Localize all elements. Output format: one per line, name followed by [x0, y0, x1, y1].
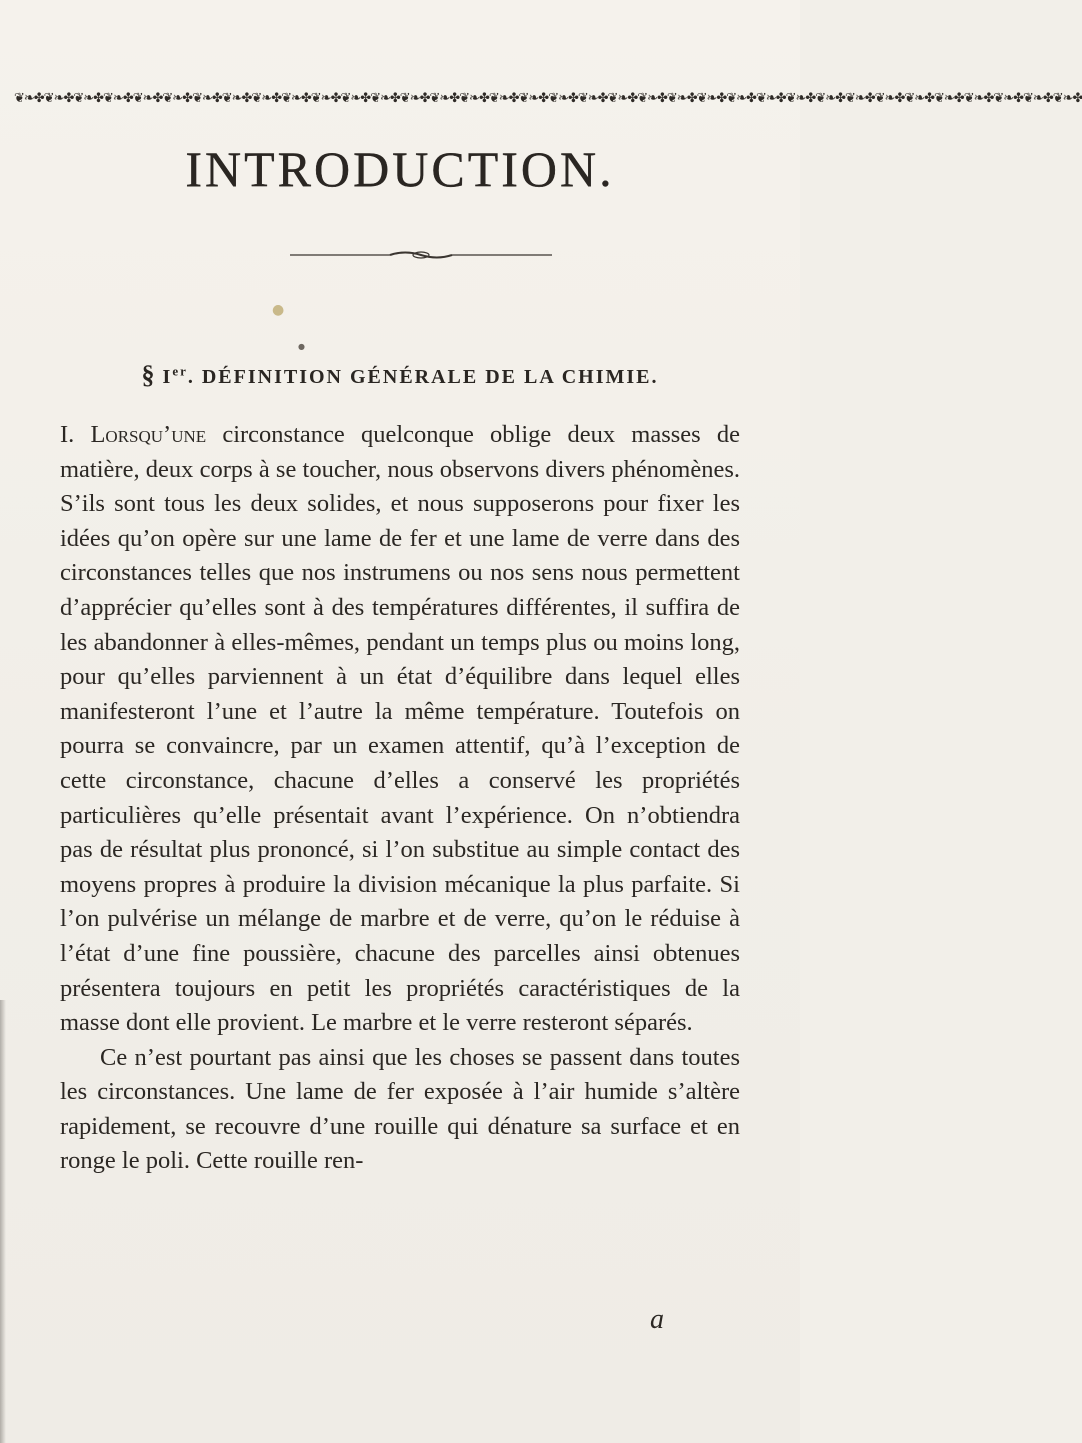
ink-blot-icon: ●	[272, 302, 285, 318]
page-title: INTRODUCTION.	[185, 141, 615, 197]
fleuron-border: ❦❧✤❦❧✤❦❧✤❦❧✤❦❧✤❦❧✤❦❧✤❦❧✤❦❧✤❦❧✤❦❧✤❦❧✤❦❧✤❦❧✤❦❧✤❦❧✤❦❧✤❦❧✤❦❧✤❦❧✤❦❧✤❦❧✤❦❧✤❦❧✤❦❧✤❦❧✤❦❧✤❦❧✤❦❧✤❦❧✤❦❧✤❦❧✤❦❧✤❦❧✤❦❧✤❦❧✤	[14, 91, 1082, 106]
paragraph-1	[60, 418, 740, 1041]
page-edge-shadow	[0, 1000, 6, 1443]
paragraph-lead: I. Lorsqu’une	[60, 421, 207, 448]
signature-mark: a	[650, 1304, 664, 1335]
section-number	[162, 363, 188, 388]
ornamental-rule-icon	[290, 250, 552, 260]
section-heading	[0, 360, 800, 390]
section-title: . DÉFINITION GÉNÉRALE DE LA CHIMIE.	[187, 366, 659, 388]
body-text	[60, 418, 740, 1179]
paragraph-2: Ce n’est pourtant pas ainsi que les choses se passent dans toutes les circonstances. Une lame de fer exposée à l’air humide s’altère rapidement, se recouvre d’une rouille qui dénature sa surface et en ronge le poli. Cette rouille ren-	[60, 1043, 740, 1175]
ink-dot-icon: ●	[298, 342, 305, 351]
section-number-value: I	[162, 366, 173, 388]
paragraph-1-text: circonstance quelconque oblige deux masses de matière, deux corps à se toucher, nous observons divers phénomènes. S’ils sont tous les deux solides, et nous supposerons pour fixer les idées qu’on opère sur une lame de fer et une lame de verre dans des circonstances telles que nos instrumens ou nos sens nous permettent d’apprécier qu’elles sont à des températures différentes, il suffira de les abandonner à elles-mêmes, pendant un temps plus ou moins long, pour qu’elles parviennent à un état d’équilibre dans lequel elles manifesteront l’une et l’autre la même température. Toutefois on pourra se convaincre, par un examen attentif, qu’à l’exception de cette circonstance, chacune d’elles a conservé les propriétés particulières qu’elle présentait avant l’expérience. On n’obtiendra pas de résultat plus prononcé, si l’on substitue au simple contact des moyens propres à produire la division mécanique la plus parfaite. Si l’on pulvérise un mélange de marbre et de verre, qu’on le réduise à l’état d’une fine poussière, chacune des parcelles ainsi obtenues présentera toujours en petit les propriétés caractéristiques de la masse dont elle provient. Le marbre et le verre resteront séparés.	[60, 421, 740, 1037]
section-symbol: §	[141, 360, 155, 389]
section-number-suffix: er	[172, 363, 188, 379]
